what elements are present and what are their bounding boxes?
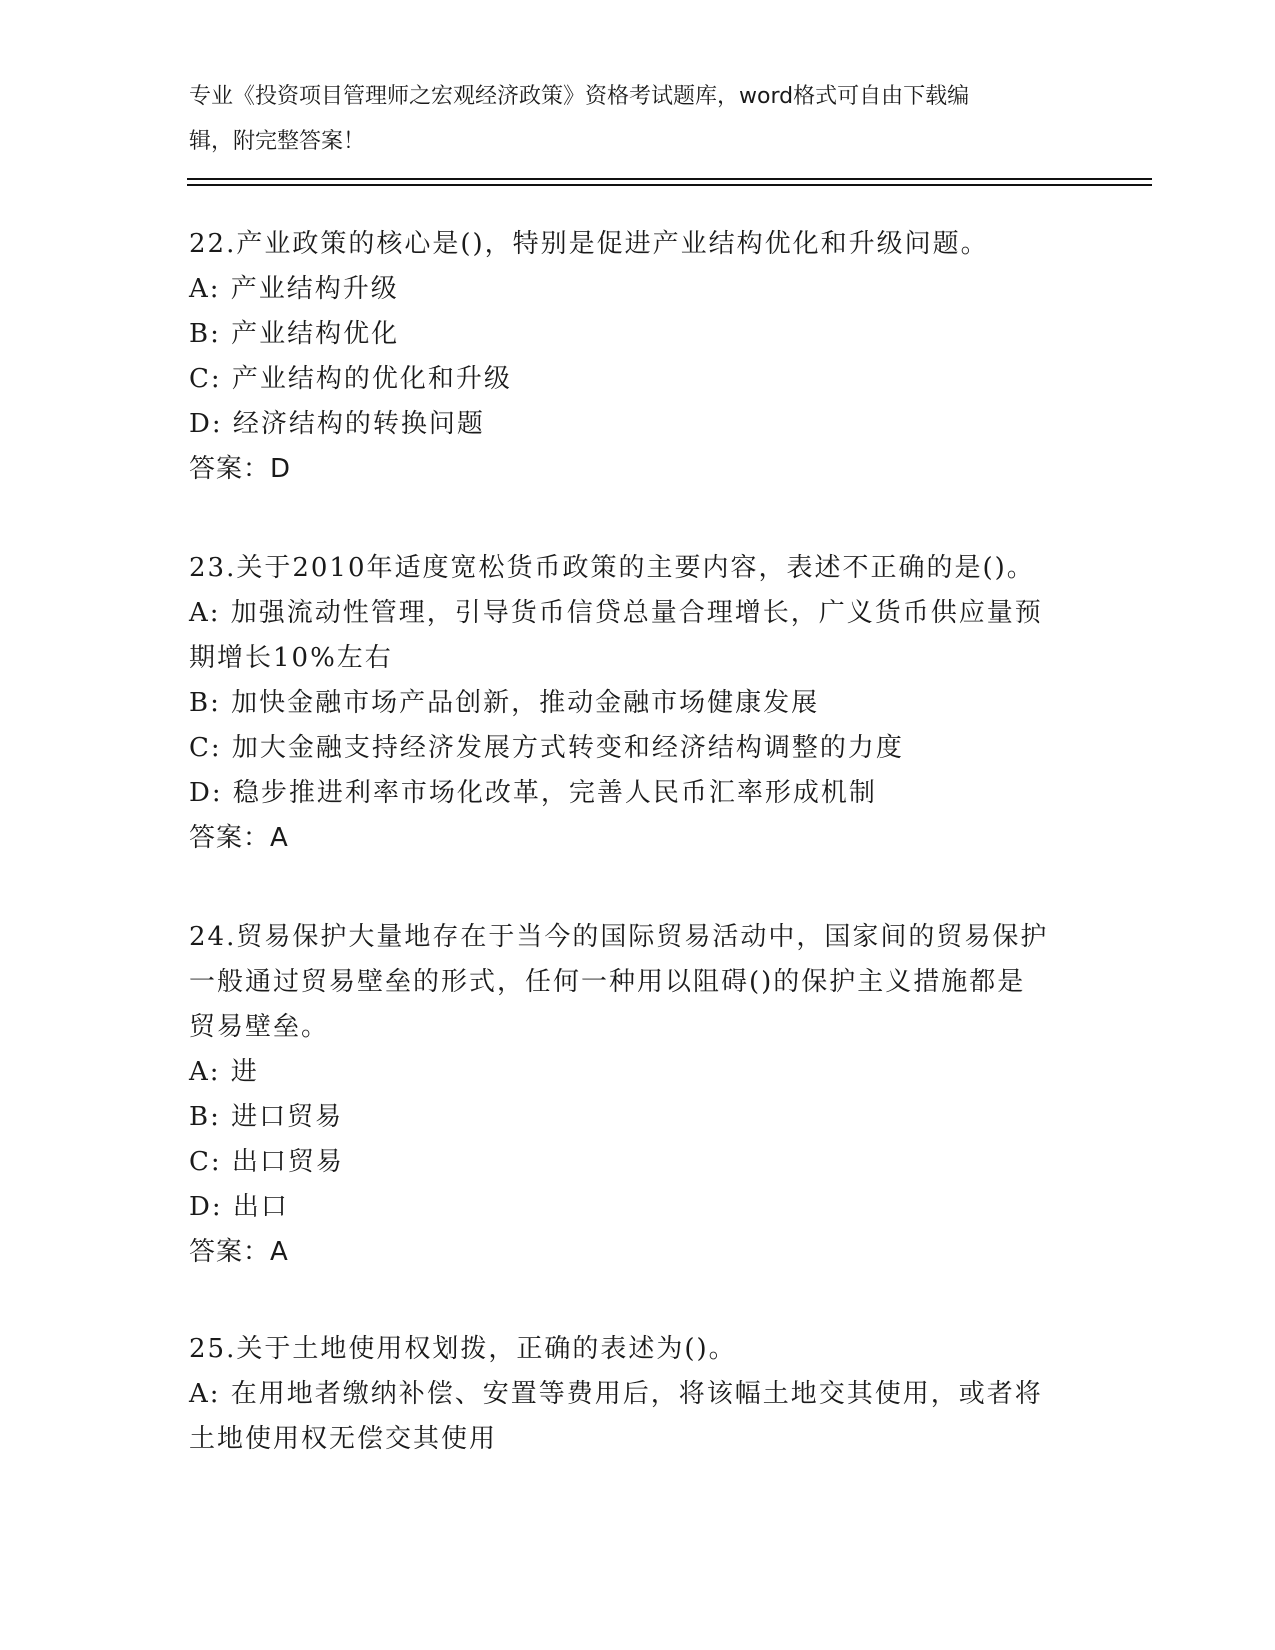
document-header [189, 74, 1069, 164]
question-stem: 23.关于2010年适度宽松货币政策的主要内容，表述不正确的是()。 [189, 553, 1035, 583]
option-a: A: 在用地者缴纳补偿、安置等费用后，将该幅土地交其使用，或者将 [189, 1379, 1043, 1409]
question-stem: 24.贸易保护大量地存在于当今的国际贸易活动中，国家间的贸易保护 [189, 922, 1049, 952]
header-divider [187, 178, 1152, 180]
question-stem: 25.关于土地使用权划拨，正确的表述为()。 [189, 1334, 737, 1364]
question-24 [189, 915, 1089, 1275]
option-d: D: 稳步推进利率市场化改革，完善人民币汇率形成机制 [189, 778, 877, 808]
option-c: C: 加大金融支持经济发展方式转变和经济结构调整的力度 [189, 733, 904, 763]
option-a-continued: 期增长10%左右 [189, 643, 393, 673]
question-stem-continued: 一般通过贸易壁垒的形式，任何一种用以阻碍()的保护主义措施都是 [189, 967, 1026, 997]
header-divider [187, 184, 1152, 186]
answer: 答案：A [189, 1237, 289, 1267]
option-a: A: 进 [189, 1057, 259, 1087]
option-b: B: 加快金融市场产品创新，推动金融市场健康发展 [189, 688, 820, 718]
option-d: D: 出口 [189, 1192, 289, 1222]
header-line: 辑，附完整答案！ [189, 129, 366, 154]
option-a: A: 产业结构升级 [189, 274, 399, 304]
option-b: B: 产业结构优化 [189, 319, 400, 349]
question-stem-continued: 贸易壁垒。 [189, 1012, 330, 1042]
question-22 [189, 222, 1089, 492]
option-b: B: 进口贸易 [189, 1102, 344, 1132]
option-c: C: 产业结构的优化和升级 [189, 364, 512, 394]
question-stem: 22.产业政策的核心是()，特别是促进产业结构优化和升级问题。 [189, 229, 989, 259]
option-a: A: 加强流动性管理，引导货币信贷总量合理增长，广义货币供应量预 [189, 598, 1043, 628]
answer: 答案：D [189, 454, 292, 484]
question-25 [189, 1327, 1089, 1462]
option-d: D: 经济结构的转换问题 [189, 409, 485, 439]
question-23 [189, 546, 1089, 861]
header-line: 专业《投资项目管理师之宏观经济政策》资格考试题库，word格式可自由下载编 [189, 84, 970, 109]
option-a-continued: 土地使用权无偿交其使用 [189, 1424, 498, 1454]
answer: 答案：A [189, 823, 289, 853]
option-c: C: 出口贸易 [189, 1147, 344, 1177]
